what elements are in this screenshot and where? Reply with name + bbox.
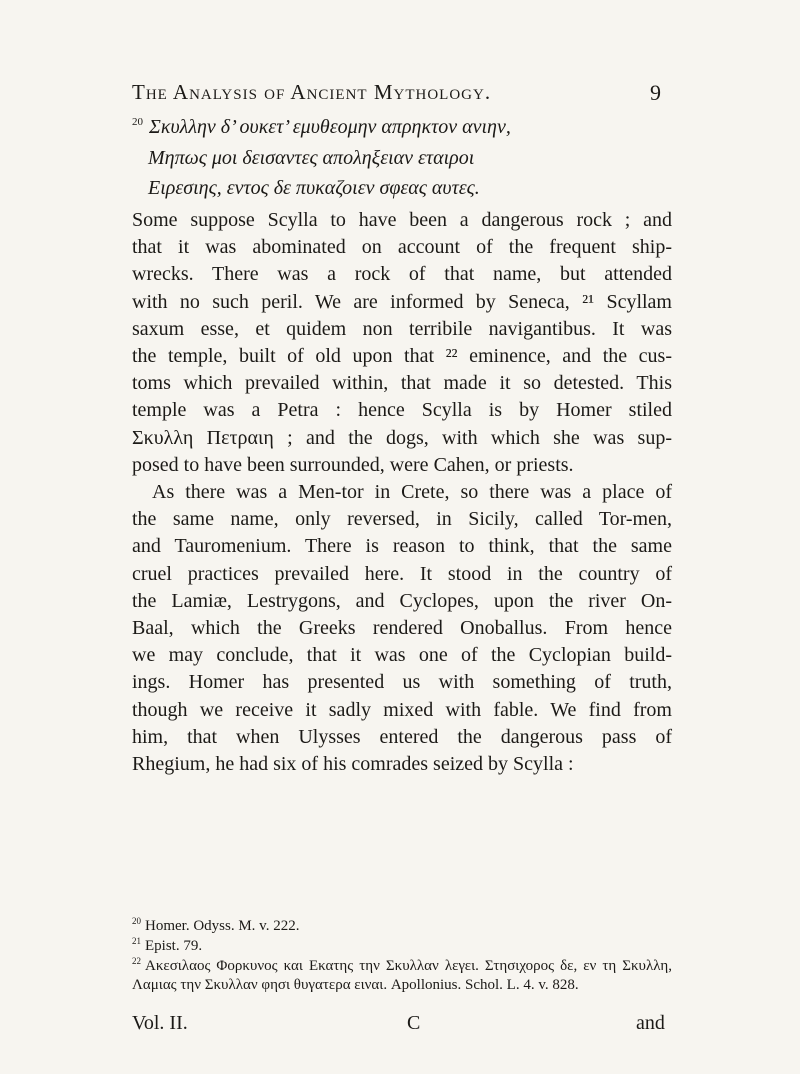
body-line: the temple, built of old upon that ²² eminence, and the cus-: [132, 345, 672, 368]
body-line: the Lamiæ, Lestrygons, and Cyclopes, upon the river On-: [132, 589, 672, 612]
body-line: with no such peril. We are informed by Seneca, ²¹ Scyllam: [132, 290, 672, 313]
greek-verse-line-3: Ειρεσιης, εντος δε πυκαζοιεν σφεας αυτες.: [148, 177, 480, 199]
body-line: and Tauromenium. There is reason to think, that the same: [132, 535, 672, 558]
verse-note-number: 20: [132, 116, 143, 129]
signature-mark: C: [407, 1012, 421, 1034]
body-line: Σκυλλη Πετραιη ; and the dogs, with which she was sup-: [132, 426, 672, 449]
footnote: $^{20}$ Homer. Odyss. M. v. 222.: [132, 916, 300, 934]
body-line: Rhegium, he had six of his comrades seized by Scylla :: [132, 753, 574, 776]
greek-verse-line-2: Μηπως μοι δεισαντες αποληξειαν εταιροι: [148, 147, 475, 169]
footnote: $^{22}$ Ακεσιλαος Φορκυνος και Εκατης την Σκυλλαν λεγει. Στησιχορος δε, εν τη Σκυλλη, Λαμιας την Σκυλλαν φησι θυγατερα ειναι. Apollonius. Schol. L. 4. v. 828.: [132, 956, 672, 993]
body-line: saxum esse, et quidem non terribile navigantibus. It was: [132, 317, 672, 340]
body-line: we may conclude, that it was one of the Cyclopian build-: [132, 644, 672, 667]
body-text: [132, 207, 672, 778]
page-number: 9: [650, 80, 661, 105]
body-line: that it was abominated on account of the frequent ship-: [132, 236, 672, 259]
body-line: posed to have been surrounded, were Cahen, or priests.: [132, 453, 574, 476]
body-line: temple was a Petra : hence Scylla is by Homer stiled: [132, 399, 672, 422]
body-line: him, that when Ulysses entered the dangerous pass of: [132, 725, 672, 748]
body-line: Baal, which the Greeks rendered Onoballus. From hence: [132, 617, 672, 640]
body-line: wrecks. There was a rock of that name, but attended: [132, 263, 672, 286]
greek-verse-line-1: $^{20}$ Σκυλλην δ’ ουκετ’ εμυθεομην απρηκτον ανιην,: [132, 116, 511, 138]
body-line: though we receive it sadly mixed with fable. We find from: [132, 698, 672, 721]
body-line: Some suppose Scylla to have been a dangerous rock ; and: [132, 209, 672, 231]
volume-signature: Vol. II.: [132, 1012, 188, 1034]
footnote: $^{21}$ Epist. 79.: [132, 936, 203, 954]
running-head: The Analysis of Ancient Mythology.: [132, 80, 492, 104]
body-line: ings. Homer has presented us with something of truth,: [132, 671, 672, 694]
body-line: toms which prevailed within, that made it so detested. This: [132, 372, 672, 395]
catchword: and: [636, 1012, 665, 1034]
body-line: As there was a Men-tor in Crete, so there was a place of: [152, 481, 672, 504]
body-line: the same name, only reversed, in Sicily, called Tor-men,: [132, 508, 672, 531]
body-line: cruel practices prevailed here. It stood in the country of: [132, 562, 672, 585]
